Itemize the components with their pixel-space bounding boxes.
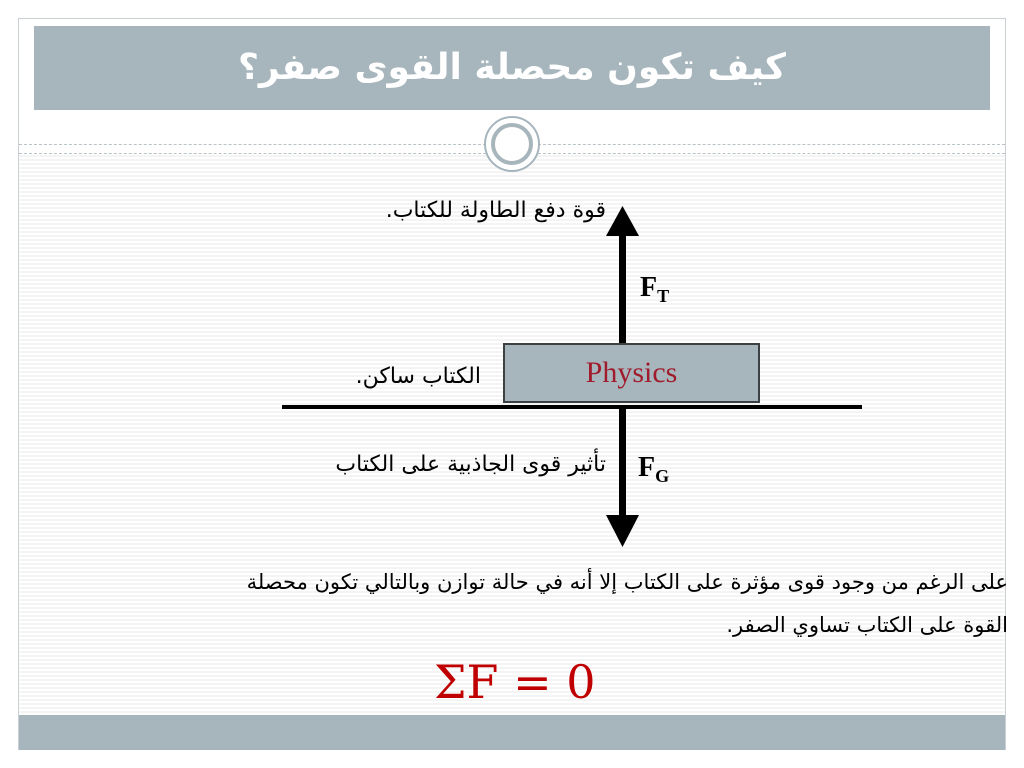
book-state-caption: الكتاب ساكن.: [355, 364, 481, 389]
upward-force-arrow: [606, 206, 639, 344]
table-surface: [282, 405, 862, 409]
explanation-line-1: على الرغم من وجود قوى مؤثرة على الكتاب إلا أنه في حالة توازن وبالتالي تكون محصلة: [246, 570, 1008, 594]
upward-arrow-head: [606, 206, 639, 236]
slide-title: كيف تكون محصلة القوى صفر؟: [238, 47, 786, 88]
downward-force-symbol: [638, 452, 669, 487]
explanation-line-2: القوة على الكتاب تساوي الصفر.: [726, 613, 1008, 637]
downward-force-caption: تأثير قوى الجاذبية على الكتاب: [335, 452, 606, 477]
downward-force-arrow: [606, 409, 639, 547]
footer-band: [19, 715, 1005, 750]
upward-force-f: F: [640, 272, 658, 303]
upward-force-symbol: [640, 272, 669, 307]
book-label: Physics: [585, 356, 678, 389]
downward-arrow-shaft: [619, 409, 626, 517]
net-force-equation: ΣF = 0: [434, 655, 596, 709]
downward-force-f: F: [638, 452, 656, 483]
downward-force-subscript: G: [655, 466, 670, 486]
upward-force-subscript: T: [657, 286, 670, 306]
upward-force-caption: قوة دفع الطاولة للكتاب.: [385, 198, 606, 223]
downward-arrow-head: [606, 515, 639, 547]
upward-arrow-shaft: [619, 234, 626, 344]
book: [503, 343, 760, 403]
